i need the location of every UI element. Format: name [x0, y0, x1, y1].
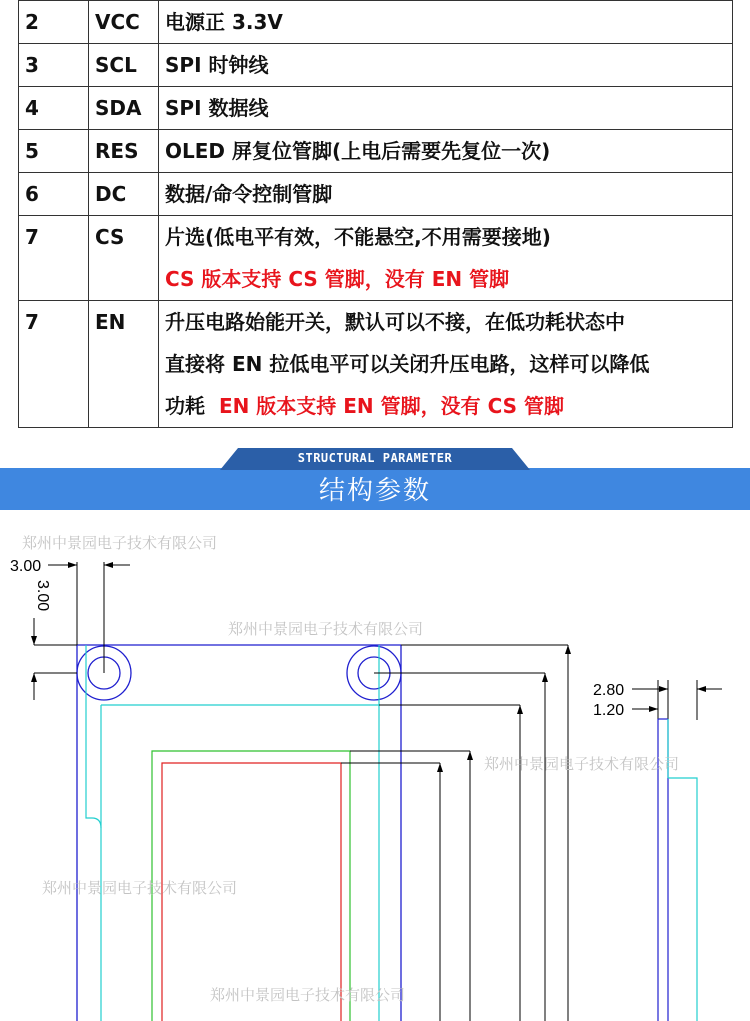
pin-table — [18, 0, 733, 428]
section-banner — [0, 448, 750, 510]
version-note: EN 版本支持 EN 管脚，没有 CS 管脚 — [218, 394, 565, 418]
table-row — [19, 173, 733, 216]
pin-name: RES — [89, 130, 159, 173]
pin-description-text: 片选(低电平有效，不能悬空,不用需要接地) — [165, 225, 551, 249]
banner-english-title: STRUCTURAL PARAMETER — [297, 451, 453, 465]
watermark: 郑州中景园电子技术有限公司 — [228, 620, 424, 638]
pin-name: CS — [89, 216, 159, 301]
pin-number: 7 — [19, 216, 89, 301]
pin-description: OLED 屏复位管脚(上电后需要先复位一次) — [159, 130, 733, 173]
pin-description: 电源正 3.3V — [159, 1, 733, 44]
table-row — [19, 87, 733, 130]
pin-description — [159, 301, 733, 428]
pin-number: 6 — [19, 173, 89, 216]
dimension-label: 3.00 — [34, 580, 51, 612]
pin-number: 2 — [19, 1, 89, 44]
structure-drawing — [0, 510, 750, 1021]
dimension-label: 3.00 — [10, 558, 42, 575]
pin-name: SCL — [89, 44, 159, 87]
pin-number: 5 — [19, 130, 89, 173]
table-row — [19, 301, 733, 428]
dimension-label: 2.80 — [593, 682, 625, 699]
table-row — [19, 1, 733, 44]
dimension-label: 1.20 — [593, 702, 625, 719]
pin-description-line: 升压电路始能开关，默认可以不接，在低功耗状态中 — [165, 310, 625, 334]
pin-name: VCC — [89, 1, 159, 44]
watermark: 郑州中景园电子技术有限公司 — [484, 755, 680, 773]
pin-description: SPI 数据线 — [159, 87, 733, 130]
pin-name: DC — [89, 173, 159, 216]
pin-description — [159, 216, 733, 301]
pin-number: 3 — [19, 44, 89, 87]
pin-name: SDA — [89, 87, 159, 130]
pin-name: EN — [89, 301, 159, 428]
table-row — [19, 44, 733, 87]
banner-chinese-title: 结构参数 — [318, 476, 431, 506]
pcb-outline — [77, 645, 401, 1021]
table-row — [19, 130, 733, 173]
dimension-arrows — [31, 562, 706, 772]
pin-description: 数据/命令控制管脚 — [159, 173, 733, 216]
watermark: 郑州中景园电子技术有限公司 — [42, 879, 238, 897]
pin-description-line: 直接将 EN 拉低电平可以关闭升压电路，这样可以降低 — [165, 352, 650, 376]
table-row — [19, 216, 733, 301]
pin-description-text: 功耗 — [165, 394, 205, 418]
pin-number: 7 — [19, 301, 89, 428]
pin-description: SPI 时钟线 — [159, 44, 733, 87]
version-note: CS 版本支持 CS 管脚，没有 EN 管脚 — [165, 267, 510, 291]
pin-number: 4 — [19, 87, 89, 130]
watermark: 郑州中景园电子技术有限公司 — [22, 534, 218, 552]
glass-outline — [86, 645, 379, 1021]
pin-description-line — [165, 385, 726, 427]
watermark: 郑州中景园电子技术有限公司 — [210, 986, 406, 1004]
